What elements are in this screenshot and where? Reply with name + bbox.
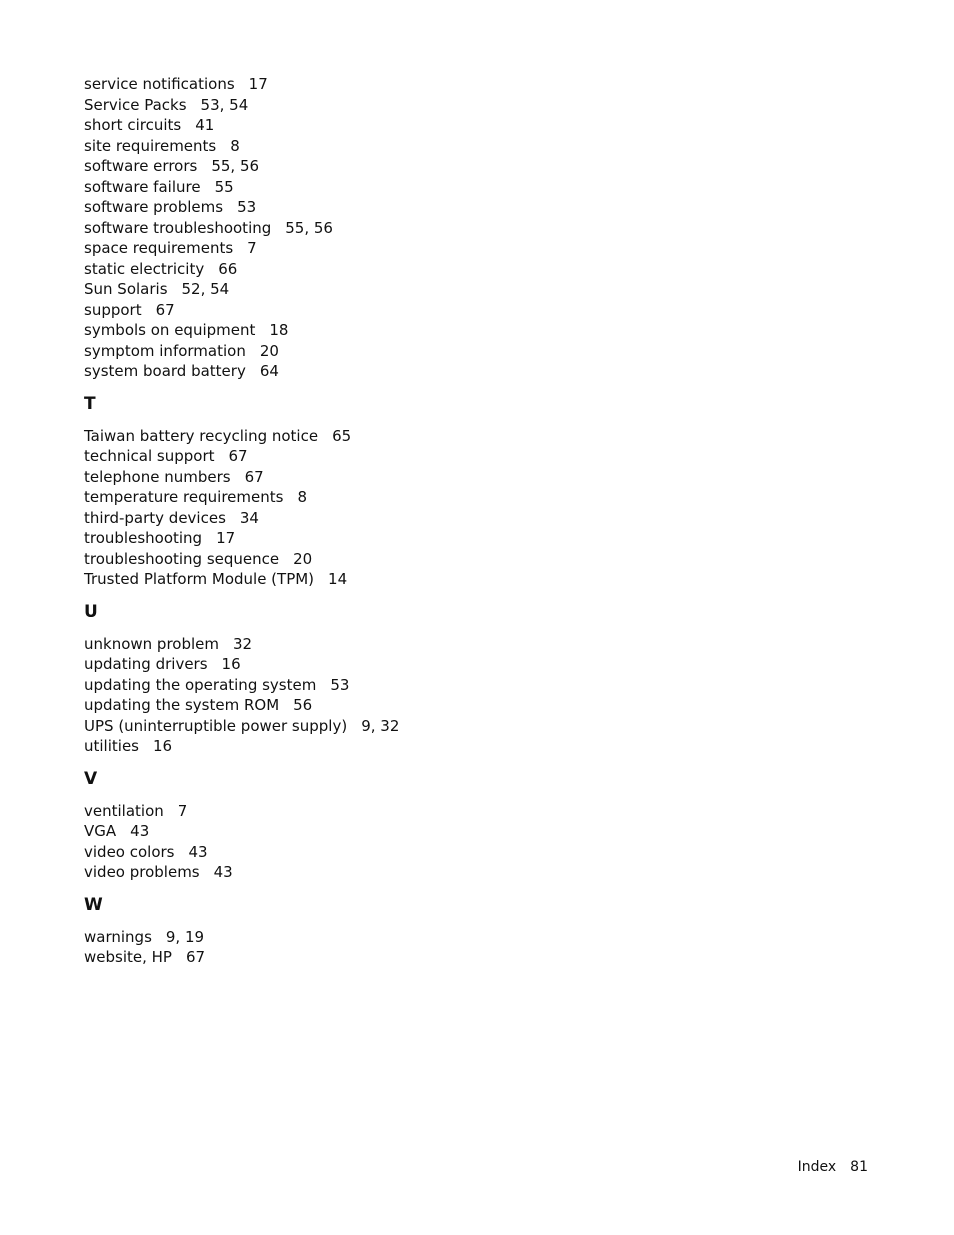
index-term: software problems bbox=[84, 198, 224, 216]
index-entry bbox=[84, 675, 684, 696]
letter-heading: T bbox=[84, 393, 96, 414]
index-entry bbox=[84, 74, 684, 95]
index-page-refs[interactable]: 14 bbox=[328, 570, 348, 588]
index-term: telephone numbers bbox=[84, 467, 231, 486]
index-page-refs[interactable]: 52, 54 bbox=[181, 280, 230, 298]
index-term: support bbox=[84, 300, 142, 319]
index-entry bbox=[84, 259, 684, 280]
index-term: Sun Solaris bbox=[84, 280, 168, 298]
index-entry bbox=[84, 177, 684, 198]
index-term: video colors bbox=[84, 842, 175, 861]
index-term: warnings bbox=[84, 927, 152, 946]
index-page-refs[interactable]: 9, 32 bbox=[361, 716, 400, 735]
index-entry bbox=[84, 736, 684, 757]
index-term: third-party devices bbox=[84, 508, 226, 527]
index-entry bbox=[84, 279, 684, 300]
index-term: space requirements bbox=[84, 239, 234, 257]
index-page-refs[interactable]: 8 bbox=[297, 488, 307, 506]
index-page-refs[interactable]: 55 bbox=[214, 177, 234, 196]
index-page-refs[interactable]: 67 bbox=[228, 447, 248, 465]
index-page-refs[interactable]: 55, 56 bbox=[285, 218, 333, 237]
index-page-refs[interactable]: 64 bbox=[259, 362, 279, 380]
index-entry bbox=[84, 467, 684, 488]
index-entry bbox=[84, 136, 684, 157]
index-page-refs[interactable]: 7 bbox=[247, 239, 257, 257]
index-entry bbox=[84, 927, 684, 948]
index-entry bbox=[84, 426, 684, 447]
index-page-refs[interactable]: 65 bbox=[332, 426, 352, 445]
index-page-refs[interactable]: 56 bbox=[293, 696, 313, 714]
footer-page-number: 81 bbox=[850, 1159, 868, 1175]
index-section bbox=[84, 74, 684, 382]
index-page-refs[interactable]: 67 bbox=[155, 300, 175, 319]
index-entry bbox=[84, 487, 684, 508]
index-entry bbox=[84, 549, 684, 570]
index-section bbox=[84, 394, 684, 590]
index-entry bbox=[84, 528, 684, 549]
index-page-refs[interactable]: 16 bbox=[221, 655, 241, 673]
index-term: Service Packs bbox=[84, 95, 187, 114]
index-entry bbox=[84, 197, 684, 218]
index-entry bbox=[84, 569, 684, 590]
index-entry bbox=[84, 821, 684, 842]
index-term: software troubleshooting bbox=[84, 218, 272, 237]
index-term: updating drivers bbox=[84, 655, 208, 673]
letter-heading: U bbox=[84, 601, 98, 622]
index-term: software failure bbox=[84, 177, 201, 196]
index-page-refs[interactable]: 53, 54 bbox=[200, 95, 249, 114]
index-term: website, HP bbox=[84, 948, 172, 966]
letter-heading: V bbox=[84, 768, 98, 789]
index-term: troubleshooting bbox=[84, 529, 203, 547]
index-section bbox=[84, 769, 684, 883]
index-term: software errors bbox=[84, 157, 198, 175]
index-page-refs[interactable]: 67 bbox=[244, 467, 264, 486]
index-entry bbox=[84, 361, 684, 382]
index-entry bbox=[84, 341, 684, 362]
index-page-refs[interactable]: 66 bbox=[218, 259, 238, 278]
index-page-refs[interactable]: 32 bbox=[233, 634, 253, 653]
index-entry bbox=[84, 218, 684, 239]
index-entry bbox=[84, 300, 684, 321]
index-page-refs[interactable]: 43 bbox=[213, 863, 233, 881]
index-term: updating the operating system bbox=[84, 675, 317, 694]
index-page-refs[interactable]: 53 bbox=[330, 675, 350, 694]
index-term: unknown problem bbox=[84, 634, 219, 653]
index-entry bbox=[84, 320, 684, 341]
index-term: technical support bbox=[84, 447, 215, 465]
index-page-refs[interactable]: 17 bbox=[248, 75, 268, 93]
index-page-refs[interactable]: 16 bbox=[152, 737, 173, 755]
index-term: updating the system ROM bbox=[84, 696, 280, 714]
index-page-refs[interactable]: 20 bbox=[293, 549, 313, 568]
index-term: utilities bbox=[84, 737, 139, 755]
index-term: temperature requirements bbox=[84, 488, 284, 506]
index-page-refs[interactable]: 53 bbox=[237, 198, 257, 216]
index-entry bbox=[84, 695, 684, 716]
index-page-refs[interactable]: 43 bbox=[130, 822, 150, 840]
page-footer bbox=[798, 1158, 868, 1176]
index-term: system board battery bbox=[84, 362, 246, 380]
index-term: static electricity bbox=[84, 259, 205, 278]
index-page-refs[interactable]: 34 bbox=[239, 508, 259, 527]
index-entry bbox=[84, 842, 684, 863]
index-term: Taiwan battery recycling notice bbox=[84, 426, 319, 445]
index-page-refs[interactable]: 9, 19 bbox=[165, 927, 205, 946]
index-page-refs[interactable]: 43 bbox=[188, 842, 208, 861]
index-page-refs[interactable]: 8 bbox=[230, 136, 240, 155]
index-term: service notifications bbox=[84, 75, 235, 93]
index-entry bbox=[84, 716, 684, 737]
index-entry bbox=[84, 95, 684, 116]
index-entry bbox=[84, 634, 684, 655]
index-term: VGA bbox=[84, 822, 117, 840]
index-entry bbox=[84, 156, 684, 177]
index-entry bbox=[84, 508, 684, 529]
index-page-refs[interactable]: 55, 56 bbox=[211, 157, 260, 175]
index-entry bbox=[84, 446, 684, 467]
index-column bbox=[84, 74, 684, 968]
index-entry bbox=[84, 801, 684, 822]
index-term: short circuits bbox=[84, 116, 182, 134]
index-term: UPS (uninterruptible power supply) bbox=[84, 716, 348, 735]
index-page-refs[interactable]: 67 bbox=[185, 948, 206, 966]
index-page-refs[interactable]: 41 bbox=[195, 116, 215, 134]
index-page-refs[interactable]: 17 bbox=[216, 529, 236, 547]
index-term: troubleshooting sequence bbox=[84, 549, 280, 568]
index-term: site requirements bbox=[84, 136, 217, 155]
index-entry bbox=[84, 862, 684, 883]
index-term: symbols on equipment bbox=[84, 321, 256, 339]
index-term: Trusted Platform Module (TPM) bbox=[84, 570, 315, 588]
index-entry bbox=[84, 654, 684, 675]
index-entry bbox=[84, 115, 684, 136]
index-section bbox=[84, 602, 684, 757]
index-page-refs[interactable]: 7 bbox=[177, 801, 188, 820]
index-page-refs[interactable]: 18 bbox=[269, 321, 289, 339]
footer-section-label: Index bbox=[797, 1159, 837, 1175]
index-entry bbox=[84, 947, 684, 968]
index-entry bbox=[84, 238, 684, 259]
index-term: ventilation bbox=[84, 801, 164, 820]
letter-heading: W bbox=[84, 894, 103, 915]
index-section bbox=[84, 895, 684, 968]
index-term: video problems bbox=[84, 863, 200, 881]
index-term: symptom information bbox=[84, 341, 246, 360]
index-page-refs[interactable]: 20 bbox=[259, 341, 279, 360]
